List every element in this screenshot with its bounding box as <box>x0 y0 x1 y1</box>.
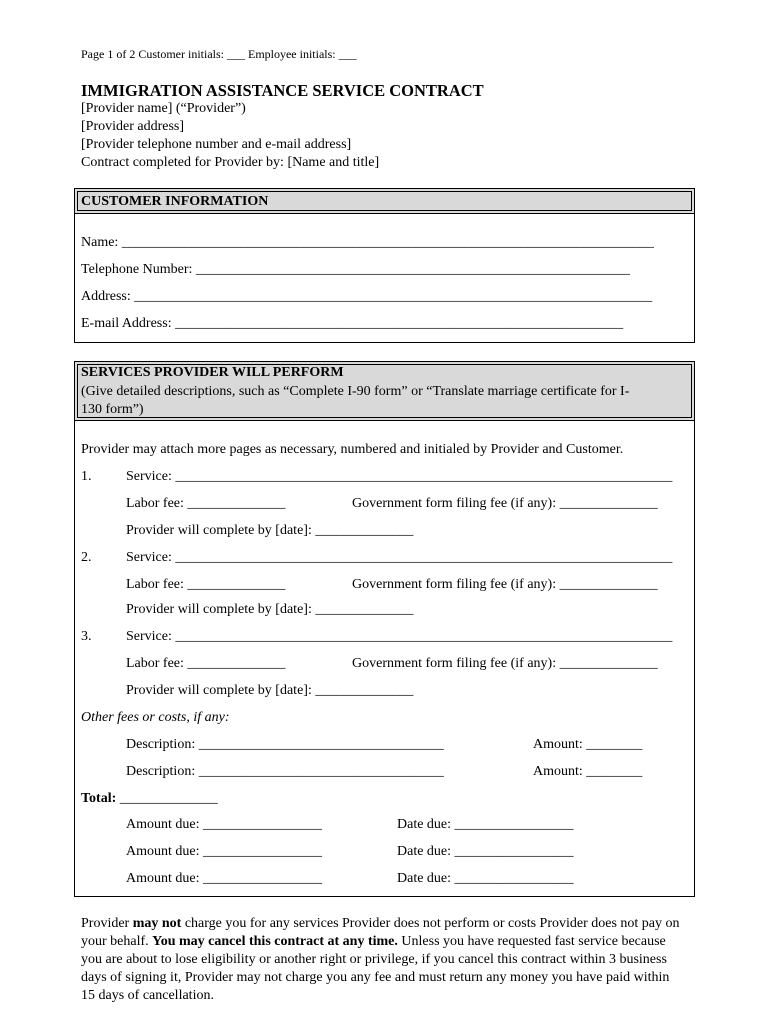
other-fee-amount-field[interactable]: Amount: ________ <box>533 737 643 752</box>
services-intro: Provider may attach more pages as necessary, numbered and initialed by Provider and Customer. <box>81 442 624 457</box>
complete-by-field[interactable]: Provider will complete by [date]: ______________ <box>126 602 414 617</box>
date-due-field[interactable]: Date due: _________________ <box>397 871 574 886</box>
gov-fee-field[interactable]: Government form filing fee (if any): ______________ <box>352 496 658 511</box>
amount-due-field[interactable]: Amount due: _________________ <box>126 817 322 832</box>
date-due-field[interactable]: Date due: _________________ <box>397 844 574 859</box>
labor-fee-field[interactable]: Labor fee: ______________ <box>126 656 286 671</box>
email-field[interactable]: E-mail Address: ________________________________________________________________ <box>81 316 624 331</box>
service-item-number: 1. <box>81 469 92 484</box>
notice-bold: may not <box>132 916 182 931</box>
service-item-number: 3. <box>81 629 92 644</box>
service-field[interactable]: Service: _______________________________________________________________________ <box>126 550 673 565</box>
name-field[interactable]: Name: ____________________________________________________________________________ <box>81 235 654 250</box>
total-field[interactable] <box>81 790 218 808</box>
labor-fee-field[interactable]: Labor fee: ______________ <box>126 496 286 511</box>
other-fee-amount-field[interactable]: Amount: ________ <box>533 764 643 779</box>
other-fees-label: Other fees or costs, if any: <box>81 710 230 725</box>
total-label: Total: <box>81 791 117 806</box>
service-field[interactable]: Service: _______________________________________________________________________ <box>126 629 673 644</box>
other-fee-description-field[interactable]: Description: ___________________________________ <box>126 737 444 752</box>
notice-text: charge you for any services Provider does not perform or costs Provider does not pay on your behalf. <box>81 916 680 949</box>
services-heading: SERVICES PROVIDER WILL PERFORM <box>81 365 344 380</box>
page-header: Page 1 of 2 Customer initials: ___ Employee initials: ___ <box>81 47 357 61</box>
other-fee-description-field[interactable]: Description: ___________________________________ <box>126 764 444 779</box>
customer-info-heading: CUSTOMER INFORMATION <box>81 194 269 209</box>
service-field[interactable]: Service: _______________________________________________________________________ <box>126 469 673 484</box>
services-subheading-line2: 130 form”) <box>81 402 144 417</box>
completed-by-line: Contract completed for Provider by: [Name and title] <box>81 155 380 170</box>
notice-bold: You may cancel this contract at any time. <box>152 934 398 949</box>
gov-fee-field[interactable]: Government form filing fee (if any): ______________ <box>352 656 658 671</box>
service-item-number: 2. <box>81 550 92 565</box>
provider-name-line: [Provider name] (“Provider”) <box>81 101 246 116</box>
address-field[interactable]: Address: __________________________________________________________________________ <box>81 289 653 304</box>
provider-contact-line: [Provider telephone number and e-mail address] <box>81 137 352 152</box>
gov-fee-field[interactable]: Government form filing fee (if any): ______________ <box>352 577 658 592</box>
contract-title: IMMIGRATION ASSISTANCE SERVICE CONTRACT <box>81 81 484 100</box>
cancellation-notice <box>81 915 686 1005</box>
complete-by-field[interactable]: Provider will complete by [date]: ______________ <box>126 683 414 698</box>
labor-fee-field[interactable]: Labor fee: ______________ <box>126 577 286 592</box>
telephone-field[interactable]: Telephone Number: ______________________________________________________________ <box>81 262 630 277</box>
date-due-field[interactable]: Date due: _________________ <box>397 817 574 832</box>
notice-text: Unless you have requested fast service because you are about to lose eligibility or another right or privilege, if you cancel this contract within 3 business days of signing it, Provider may not charge you any fee and must return any money you have paid within 15 days of cancellation. <box>81 934 670 1003</box>
amount-due-field[interactable]: Amount due: _________________ <box>126 871 322 886</box>
notice-text: Provider <box>81 916 133 931</box>
total-blank: ______________ <box>116 791 218 806</box>
complete-by-field[interactable]: Provider will complete by [date]: ______________ <box>126 523 414 538</box>
services-subheading-line1: (Give detailed descriptions, such as “Complete I-90 form” or “Translate marriage certificate for I- <box>81 384 630 399</box>
provider-address-line: [Provider address] <box>81 119 185 134</box>
amount-due-field[interactable]: Amount due: _________________ <box>126 844 322 859</box>
